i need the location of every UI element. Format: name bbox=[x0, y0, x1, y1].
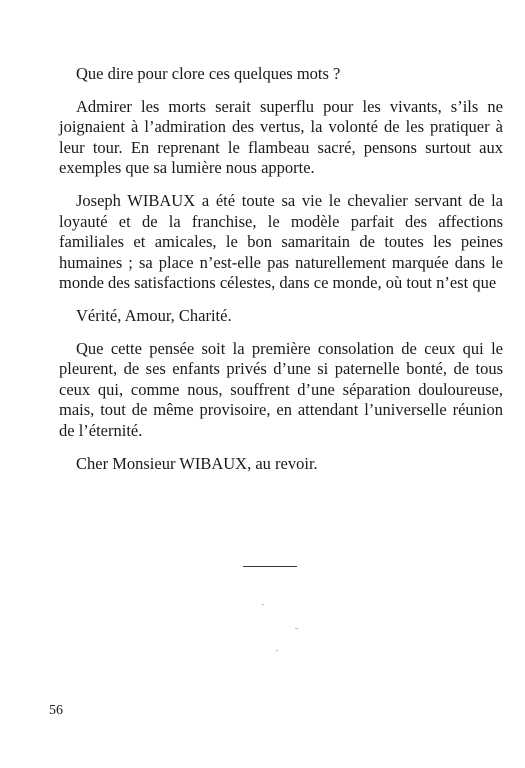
separator-line bbox=[243, 566, 297, 567]
paragraph-joseph-wibaux: Joseph WIBAUX a été toute sa vie le chevalier servant de la loyauté et de la franchise, le modèle parfait des affections familiales et amicales, le bon samaritain de toutes les peines humaines ; sa place n’est-elle pas naturellement marquée dans le monde des satisfactions célestes, dans ce monde, où tout n’est que bbox=[59, 190, 503, 293]
paragraph-opening-question: Que dire pour clore ces quelques mots ? bbox=[76, 64, 341, 83]
paragraph-virtues: Vérité, Amour, Charité. bbox=[76, 305, 232, 325]
page-number: 56 bbox=[49, 703, 63, 718]
paragraph-admiration: Admirer les morts serait superflu pour les vivants, s’ils ne joignaient à l’admiration des vertus, la volonté de les pratiquer à leur tour. En reprenant le flambeau sacré, pensons surtout aux exemples que sa lumière nous apporte. bbox=[59, 96, 503, 178]
paper-speck bbox=[276, 650, 278, 651]
body-text bbox=[59, 64, 503, 474]
paper-speck bbox=[295, 628, 298, 629]
paragraph-farewell: Cher Monsieur WIBAUX, au revoir. bbox=[76, 453, 318, 473]
paragraph-consolation: Que cette pensée soit la première consolation de ceux qui le pleurent, de ses enfants privés d’une si paternelle bonté, de tous ceux qui, comme nous, souffrent d’une séparation douloureuse, mais, tout de même provisoire, en attendant l’universelle réunion de l’éternité. bbox=[59, 338, 503, 440]
paper-speck bbox=[262, 604, 264, 605]
